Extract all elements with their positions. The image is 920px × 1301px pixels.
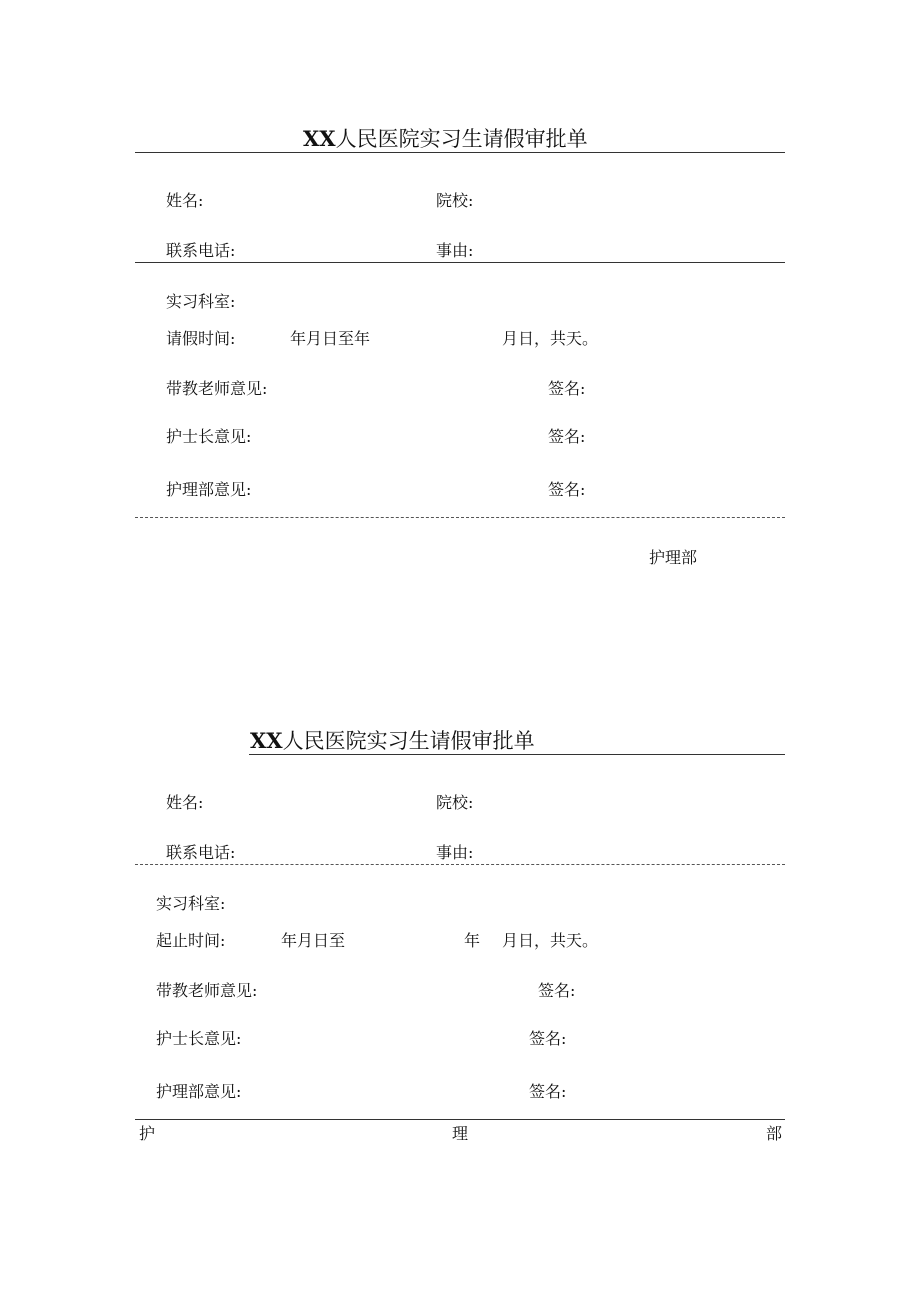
form2-header-rule bbox=[135, 864, 785, 865]
form1-date-to: 月日，共天。 bbox=[502, 329, 599, 348]
form2-head-nurse-label: 护士长意见: bbox=[156, 1029, 242, 1048]
form1-teacher-sign: 签名: bbox=[548, 379, 586, 398]
form1-phone-label: 联系电话: bbox=[166, 241, 236, 260]
form2-title-text: 人民医院实习生请假审批单 bbox=[282, 729, 535, 753]
form2-phone-label: 联系电话: bbox=[166, 843, 236, 862]
form2-school-label: 院校: bbox=[436, 793, 474, 812]
form2-nursing-dept-label: 护理部意见: bbox=[156, 1082, 242, 1101]
form2-bottom-rule bbox=[135, 1119, 785, 1120]
form1-header-rule bbox=[135, 262, 785, 263]
form1-reason-label: 事由: bbox=[436, 241, 474, 260]
form2-nursing-dept-sign: 签名: bbox=[529, 1082, 567, 1101]
form1-head-nurse-sign: 签名: bbox=[548, 427, 586, 446]
form2-footer-3: 部 bbox=[766, 1124, 783, 1143]
form1-title-text: 人民医院实习生请假审批单 bbox=[335, 127, 588, 151]
form1-teacher-label: 带教老师意见: bbox=[166, 379, 268, 398]
form2-footer-1: 护 bbox=[139, 1124, 156, 1143]
form2-date-to: 月日，共天。 bbox=[502, 931, 599, 950]
form2-footer-2: 理 bbox=[452, 1124, 469, 1143]
form1-nursing-dept-label: 护理部意见: bbox=[166, 480, 252, 499]
form1-time-label: 请假时间: bbox=[166, 329, 236, 348]
form1-nursing-dept-sign: 签名: bbox=[548, 480, 586, 499]
form1-footer: 护理部 bbox=[649, 548, 698, 567]
form1-name-label: 姓名: bbox=[166, 191, 204, 210]
form2-dept-label: 实习科室: bbox=[156, 894, 226, 913]
form2-head-nurse-sign: 签名: bbox=[529, 1029, 567, 1048]
form1-school-label: 院校: bbox=[436, 191, 474, 210]
form1-dept-label: 实习科室: bbox=[166, 292, 236, 311]
form2-teacher-sign: 签名: bbox=[538, 981, 576, 1000]
form1-date-from: 年月日至年 bbox=[290, 329, 371, 348]
form2-name-label: 姓名: bbox=[166, 793, 204, 812]
form2-teacher-label: 带教老师意见: bbox=[156, 981, 258, 1000]
form2-title bbox=[250, 728, 535, 754]
form2-date-from: 年月日至 bbox=[281, 931, 346, 950]
form1-title-rule bbox=[135, 152, 785, 153]
form1-bottom-rule bbox=[135, 517, 785, 518]
form2-title-rule bbox=[249, 754, 785, 755]
form2-time-label: 起止时间: bbox=[156, 931, 226, 950]
form1-head-nurse-label: 护士长意见: bbox=[166, 427, 252, 446]
form1-title-prefix: XX bbox=[303, 126, 336, 151]
form2-reason-label: 事由: bbox=[436, 843, 474, 862]
form2-title-prefix: XX bbox=[250, 728, 283, 753]
form2-date-year: 年 bbox=[464, 931, 481, 950]
form1-title bbox=[303, 126, 588, 152]
